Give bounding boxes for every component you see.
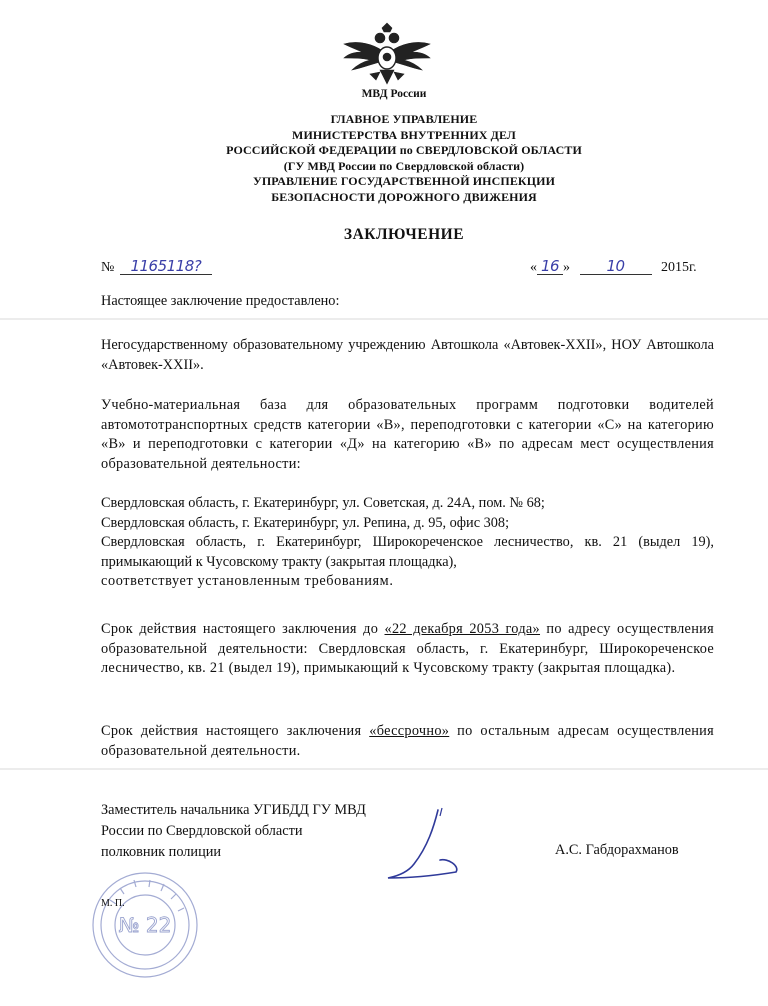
date-year: 2015г. xyxy=(661,260,697,275)
handwritten-signature xyxy=(368,806,478,886)
date-month: 10 xyxy=(580,258,652,275)
validity-text: Срок действия настоящего заключения до xyxy=(101,621,385,637)
eagle-emblem-icon xyxy=(340,22,434,88)
validity-term: «бессрочно» xyxy=(369,723,450,739)
stamp-place-label: М. П. xyxy=(101,898,125,909)
number-value: 1165118? xyxy=(120,258,212,275)
addresses-block xyxy=(101,494,714,592)
conformity-statement: соответствует установленным требованиям. xyxy=(101,573,394,590)
address-line: Свердловская область, г. Екатеринбург, ул. Советская, д. 24А, пом. № 68; xyxy=(101,495,545,511)
address-line: Свердловская область, г. Екатеринбург, Широкореченское лесничество, кв. 21 (выдел 19), примыкающий к Чусовскому тракту (закрытая площадка), xyxy=(101,534,714,570)
document-number xyxy=(101,258,212,276)
header-line: (ГУ МВД России по Свердловской области) xyxy=(283,158,525,173)
header-line: БЕЗОПАСНОСТИ ДОРОЖНОГО ДВИЖЕНИЯ xyxy=(271,189,537,204)
validity-paragraph-2 xyxy=(101,722,714,761)
signer-name: А.С. Габдорахманов xyxy=(555,842,679,858)
validity-paragraph-1 xyxy=(101,620,714,679)
header-line: МИНИСТЕРСТВА ВНУТРЕННИХ ДЕЛ xyxy=(292,127,516,142)
issuing-authority-header xyxy=(120,112,688,205)
document-title: ЗАКЛЮЧЕНИЕ xyxy=(343,226,465,243)
signer-block xyxy=(101,800,366,863)
seal-number: № 22 xyxy=(118,913,172,937)
scan-artifact xyxy=(0,318,768,320)
validity-text: по адресу осуществления образовательной деятельности: Свердловская область, г. Екатеринбург, Широкореченское лесничество, кв. 21 (выдел 19), примыкающий к Чусовскому тракту (закрытая площадка). xyxy=(101,621,714,677)
date-day: 16 xyxy=(537,258,563,275)
base-description-paragraph: Учебно-материальная база для образовательных программ подготовки водителей автомототранспортных средств категории «В», переподготовки с категории «С» на категорию «В» и переподготовки с категории «Д» на категорию «В» по адресам мест осуществления образовательной деятельности: xyxy=(101,397,714,472)
signer-position: Заместитель начальника УГИБДД ГУ МВД xyxy=(101,802,366,818)
official-seal-icon xyxy=(90,870,200,980)
validity-date: «22 декабря 2053 года» xyxy=(384,621,541,637)
header-line: УПРАВЛЕНИЕ ГОСУДАРСТВЕННОЙ ИНСПЕКЦИИ xyxy=(252,174,556,188)
recipient-paragraph: Негосударственному образовательному учреждению Автошкола «Автовек-XXII», НОУ Автошкола «Автовек-XXII». xyxy=(101,337,714,373)
header-line: РОССИЙСКОЙ ФЕДЕРАЦИИ по СВЕРДЛОВСКОЙ ОБЛАСТИ xyxy=(226,143,582,157)
header-line: ГЛАВНОЕ УПРАВЛЕНИЕ xyxy=(330,112,478,126)
validity-text: по остальным адресам осуществления образовательной деятельности. xyxy=(101,723,714,759)
validity-text: Срок действия настоящего заключения xyxy=(101,723,370,739)
signer-rank: полковник полиции xyxy=(101,844,222,860)
signer-department: России по Свердловской области xyxy=(101,823,303,839)
address-line: Свердловская область, г. Екатеринбург, ул. Репина, д. 95, офис 308; xyxy=(101,514,510,531)
agency-short-name: МВД России xyxy=(361,88,427,100)
document-date: « 16 » 10 2015г. xyxy=(530,257,697,275)
number-prefix: № xyxy=(101,260,115,275)
scan-artifact xyxy=(0,768,768,770)
intro-paragraph: Настоящее заключение предоставлено: xyxy=(101,293,340,309)
